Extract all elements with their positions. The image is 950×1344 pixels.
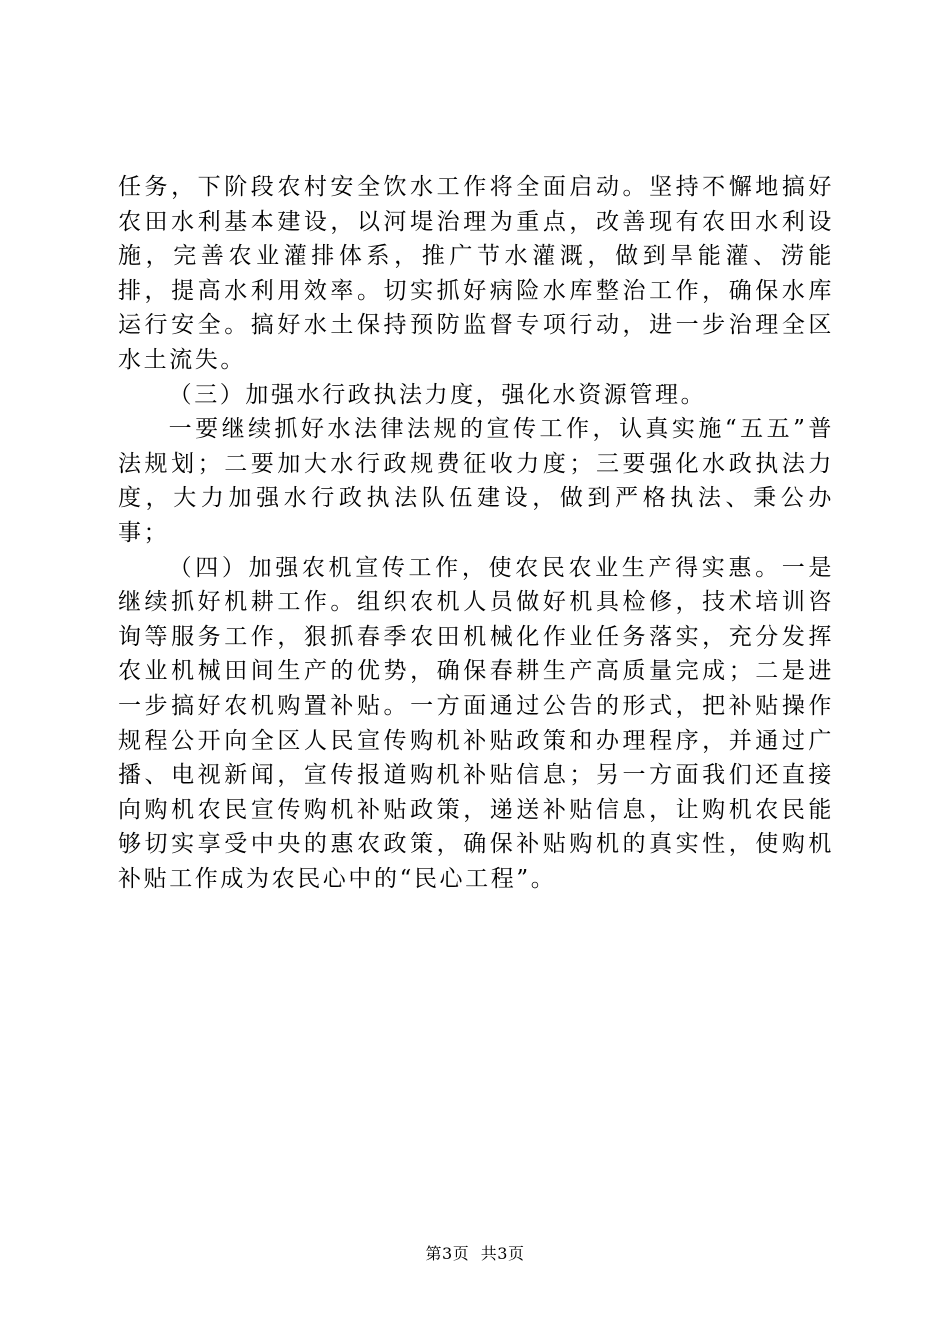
document-body	[118, 170, 834, 896]
paragraph-water-law: 一要继续抓好水法律法规的宣传工作，认真实施“五五”普法规划；二要加大水行政规费征收力度；三要强化水政执法力度，大力加强水行政执法队伍建设，做到严格执法、秉公办事；	[118, 416, 834, 546]
paragraph-continuation: 任务，下阶段农村安全饮水工作将全面启动。坚持不懈地搞好农田水利基本建设，以河堤治理为重点，改善现有农田水利设施，完善农业灌排体系，推广节水灌溉，做到旱能灌、涝能排，提高水利用效率。切实抓好病险水库整治工作，确保水库运行安全。搞好水土保持预防监督专项行动，进一步治理全区水土流失。	[118, 174, 834, 373]
section-heading-3: （三）加强水行政执法力度，强化水资源管理。	[168, 381, 707, 408]
page-footer: 第3页 共3页	[425, 1244, 525, 1263]
section-agri-machinery: （四）加强农机宣传工作，使农民农业生产得实惠。一是继续抓好机耕工作。组织农机人员做好机具检修，技术培训咨询等服务工作，狠抓春季农田机械化作业任务落实，充分发挥农业机械田间生产的优势，确保春耕生产高质量完成；二是进一步搞好农机购置补贴。一方面通过公告的形式，把补贴操作规程公开向全区人民宣传购机补贴政策和办理程序，并通过广播、电视新闻，宣传报道购机补贴信息；另一方面我们还直接向购机农民宣传购机补贴政策，递送补贴信息，让购机农民能够切实享受中央的惠农政策，确保补贴购机的真实性，使购机补贴工作成为农民心中的“民心工程”。	[118, 554, 834, 892]
